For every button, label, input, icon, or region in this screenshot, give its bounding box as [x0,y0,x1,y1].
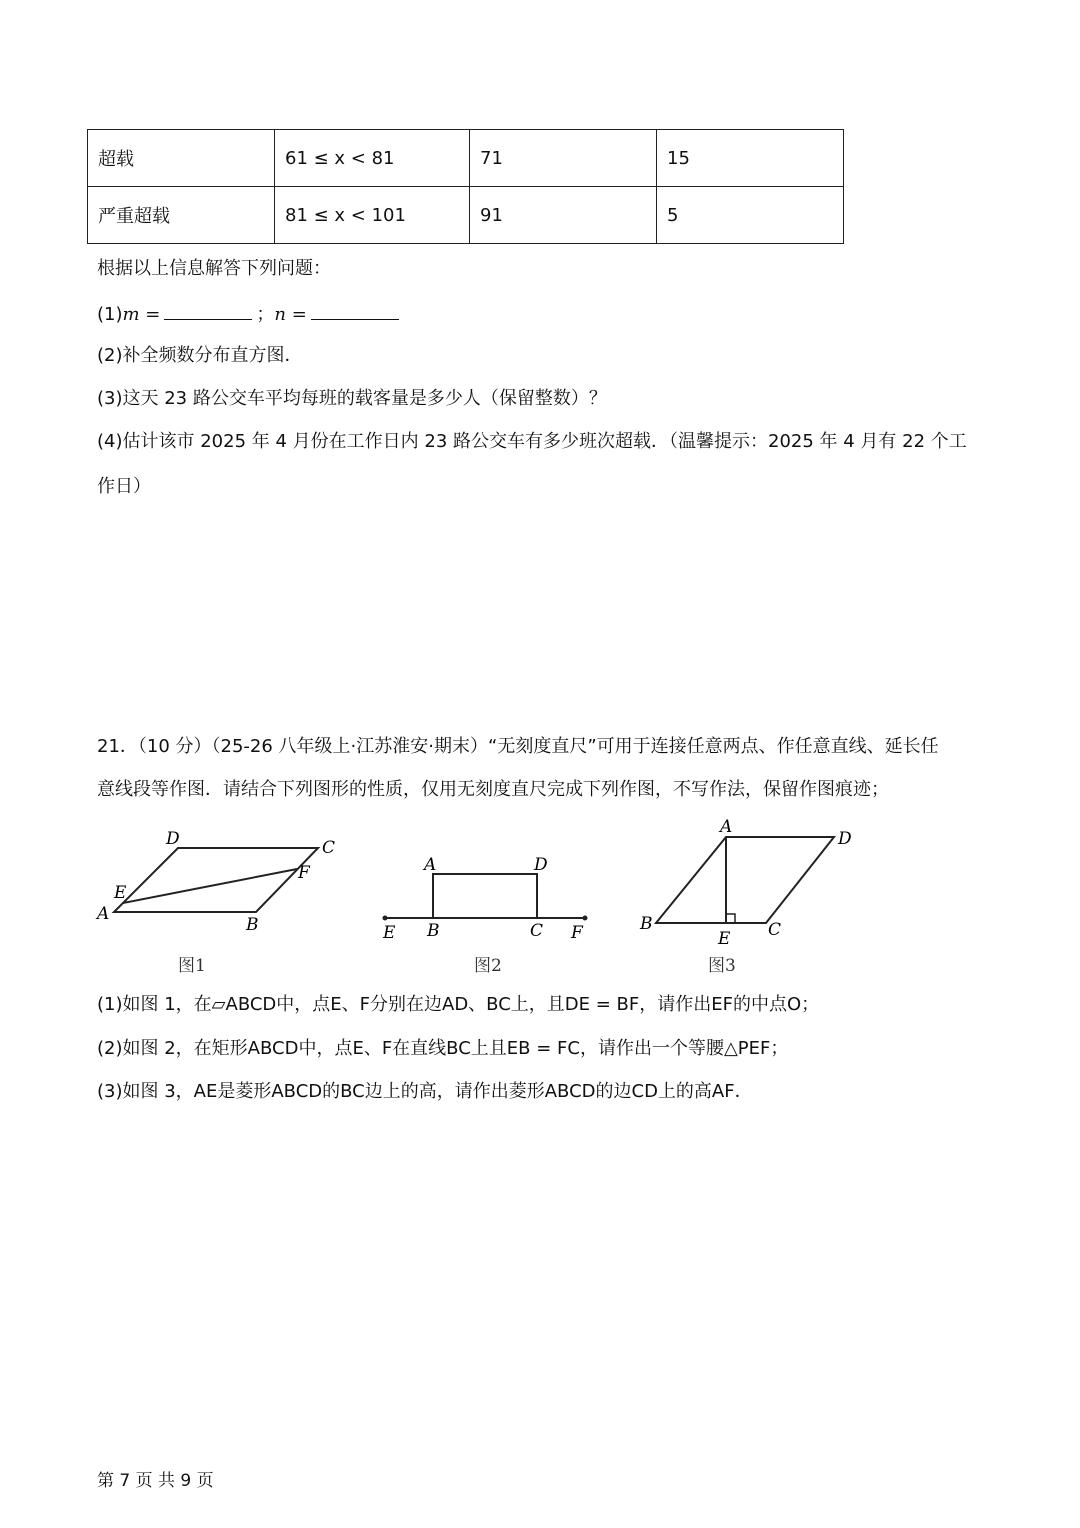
q21-stem-line1: 21．（10 分）（25-26 八年级上·江苏淮安·期末）“无刻度直尺”可用于连接任意两点、作任意直线、延长任 [97,736,939,757]
table-cell: 5 [657,187,844,244]
label-b: B [640,914,653,934]
table-cell: 61 ≤ x < 81 [275,130,470,187]
label-c: C [768,920,782,940]
label-f: F [571,923,583,943]
label-b: B [427,921,440,941]
q20-m-label: m = [122,304,161,325]
figure-3 [630,815,870,950]
label-a: A [97,904,110,924]
q20-part2: (2)补全频数分布直方图． [97,345,303,366]
rhombus-shape [656,837,834,923]
table-row [88,187,844,244]
parallelogram-shape [114,848,318,912]
figure-1-caption: 图1 [178,956,206,976]
figure-1 [90,820,350,950]
label-a: A [720,817,733,837]
q20-part1 [97,301,403,327]
label-d: D [534,855,548,875]
table-cell: 81 ≤ x < 101 [275,187,470,244]
figure-3-caption: 图3 [708,956,736,976]
label-b: B [246,915,259,935]
label-d: D [166,829,180,849]
label-e: E [383,923,396,943]
q20-separator: ； [256,304,275,325]
label-c: C [530,921,544,941]
label-e: E [718,929,731,949]
page-footer: 第 7 页 共 9 页 [97,1471,214,1491]
q21-sub3: (3)如图 3，AE是菱形ABCD的BC边上的高，请作出菱形ABCD的边CD上的高AF． [97,1081,753,1102]
label-a: A [424,855,437,875]
q20-intro: 根据以上信息解答下列问题： [97,258,331,279]
q20-part4-line1: (4)估计该市 2025 年 4 月份在工作日内 23 路公交车有多少班次超载．（温馨提示：2025 年 4 月有 22 个工 [97,431,967,452]
q20-part1-label: (1) [97,304,123,325]
q21-sub1: (1)如图 1，在▱ABCD中，点E、F分别在边AD、BC上，且DE = BF，请作出EF的中点O； [97,994,820,1015]
table-row [88,130,844,187]
answer-blank-n[interactable] [311,301,399,320]
table-cell: 71 [470,130,657,187]
q20-part3: (3)这天 23 路公交车平均每班的载客量是多少人（保留整数）？ [97,388,607,409]
table-cell: 15 [657,130,844,187]
q21-stem-line2: 意线段等作图．请结合下列图形的性质，仅用无刻度直尺完成下列作图，不写作法，保留作图痕迹； [97,779,889,800]
q20-part4-line2: 作日） [97,476,151,497]
rectangle-shape [433,874,537,918]
q20-n-label: n = [274,304,307,325]
data-table [87,129,844,244]
answer-blank-m[interactable] [164,301,252,320]
table-cell: 严重超载 [88,187,275,244]
label-f: F [298,863,310,883]
figure-2-caption: 图2 [474,956,502,976]
table-cell: 超载 [88,130,275,187]
table-cell: 91 [470,187,657,244]
label-c: C [322,838,336,858]
figure-2 [375,845,595,945]
label-e: E [114,883,127,903]
label-d: D [838,829,852,849]
right-angle-mark [726,914,735,923]
q21-sub2: (2)如图 2，在矩形ABCD中，点E、F在直线BC上且EB = FC，请作出一个等腰△PEF； [97,1038,789,1059]
